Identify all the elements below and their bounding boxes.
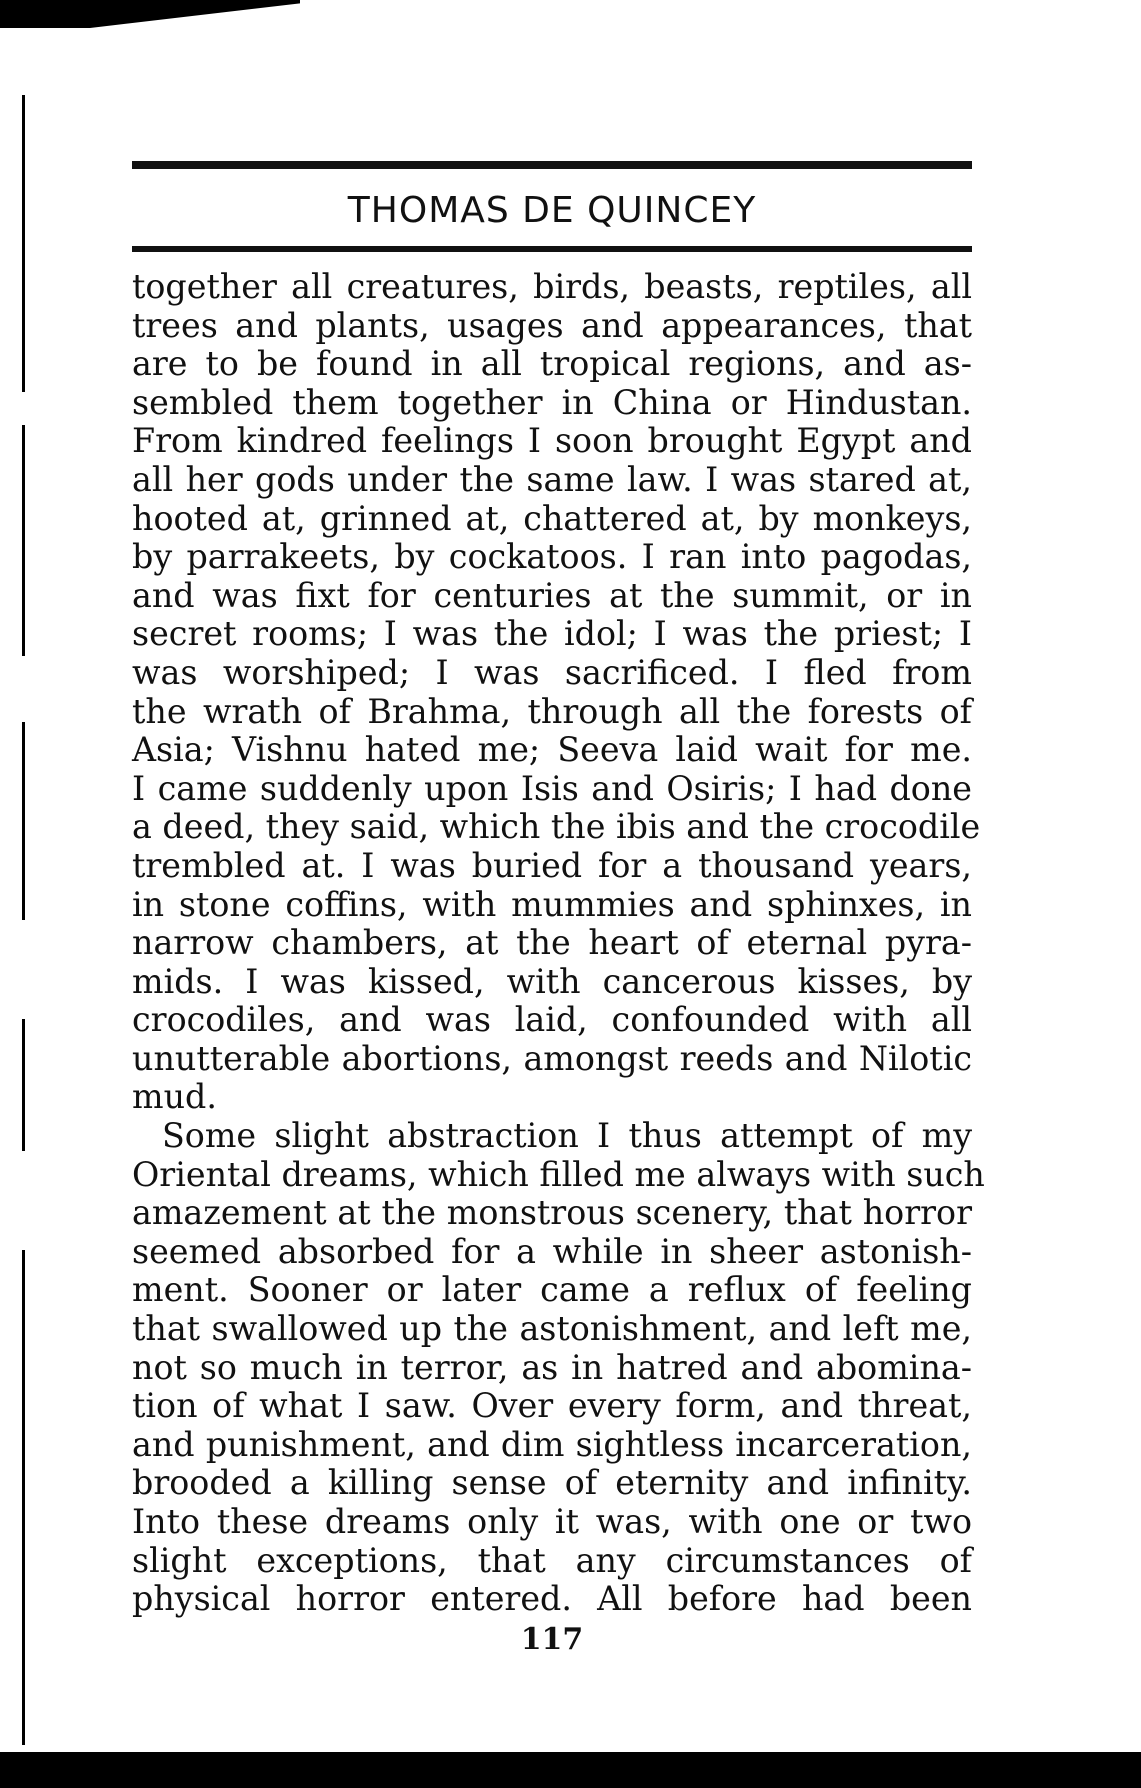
text-line: physical horror entered. All before had been (132, 1579, 972, 1619)
text-line: and punishment, and dim sightless incarceration, (132, 1424, 972, 1464)
text-line: Asia; Vishnu hated me; Seeva laid wait for me. (132, 730, 972, 770)
text-line: and was fixt for centuries at the summit, or in (132, 575, 972, 615)
text-line: by parrakeets, by cockatoos. I ran into pagodas, (132, 537, 972, 577)
text-line: trees and plants, usages and appearances, that (132, 305, 972, 345)
text-line: together all creatures, birds, beasts, reptiles, all (132, 267, 972, 306)
text-line: unutterable abortions, amongst reeds and Nilotic (132, 1038, 972, 1078)
text-line: I came suddenly upon Isis and Osiris; I had done (132, 768, 972, 808)
running-head: THOMAS DE QUINCEY (347, 190, 757, 231)
text-line: Some slight abstraction I thus attempt of my (162, 1116, 972, 1156)
text-line: brooded a killing sense of eternity and infinity. (132, 1463, 972, 1503)
header-rule-bottom (132, 246, 972, 252)
text-line: From kindred feelings I soon brought Egypt and (132, 421, 972, 461)
scan-edge-mark (0, 0, 300, 28)
text-line: Oriental dreams, which filled me always with such (132, 1154, 985, 1194)
text-line: not so much in terror, as in hatred and abomina- (132, 1347, 972, 1387)
text-line: ment. Sooner or later came a reflux of feeling (132, 1270, 972, 1310)
scan-left-edge (22, 95, 25, 1745)
body-text (132, 267, 985, 1619)
text-line: secret rooms; I was the idol; I was the priest; I (132, 614, 972, 654)
text-line: tion of what I saw. Over every form, and threat, (132, 1386, 972, 1426)
text-line: amazement at the monstrous scenery, that horror (132, 1193, 972, 1233)
text-line: the wrath of Brahma, through all the forests of (132, 691, 972, 731)
text-line: slight exceptions, that any circumstances of (132, 1540, 972, 1580)
text-line: seemed absorbed for a while in sheer astonish- (132, 1231, 972, 1271)
text-line: hooted at, grinned at, chattered at, by monkeys, (132, 498, 972, 538)
text-line: that swallowed up the astonishment, and left me, (132, 1309, 972, 1349)
text-line: mud. (132, 1077, 217, 1117)
text-line: mids. I was kissed, with cancerous kisses, by (132, 961, 972, 1001)
text-line: crocodiles, and was laid, confounded with all (132, 1000, 972, 1040)
text-line: all her gods under the same law. I was stared at, (132, 459, 972, 499)
scan-bottom-edge (0, 1752, 1141, 1788)
text-line: narrow chambers, at the heart of eternal pyra- (132, 923, 972, 963)
text-line: trembled at. I was buried for a thousand years, (132, 845, 972, 885)
text-line: a deed, they said, which the ibis and the crocodile (132, 807, 981, 847)
text-line: sembled them together in China or Hindustan. (132, 382, 972, 422)
text-line: in stone coffins, with mummies and sphinxes, in (132, 884, 972, 924)
text-line: Into these dreams only it was, with one or two (132, 1502, 972, 1541)
page-number: 117 (520, 1622, 584, 1657)
text-line: was worshiped; I was sacrificed. I fled from (132, 652, 972, 692)
text-line: are to be found in all tropical regions, and as- (132, 344, 972, 384)
header-rule-top (132, 161, 972, 169)
